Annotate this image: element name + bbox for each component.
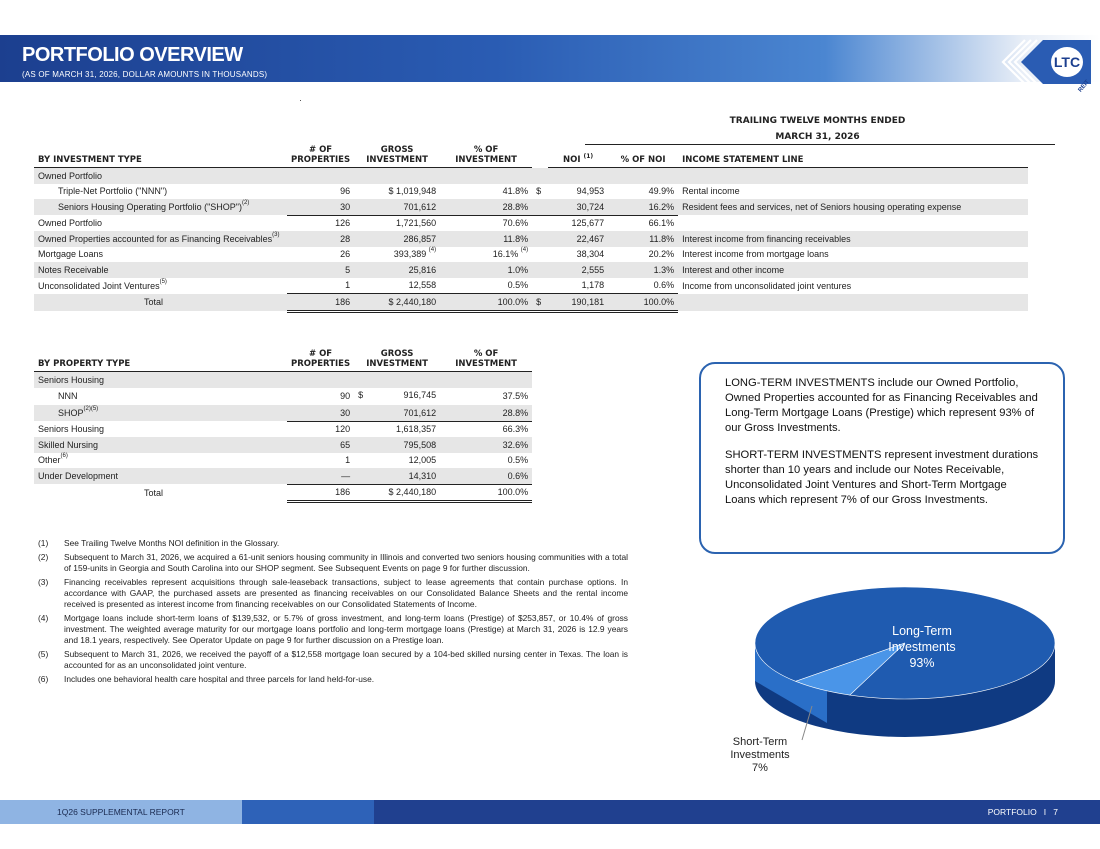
- table-row: [34, 468, 532, 484]
- long-term-label-1: Long-Term: [892, 624, 952, 638]
- row-label: Unconsolidated Joint Ventures$^{(5)}$: [38, 278, 167, 291]
- cell-gross: 795,508: [354, 437, 440, 453]
- cell-noi: 1,178: [548, 278, 608, 294]
- table-row: [34, 247, 1028, 263]
- cell-income-line: Interest and other income: [678, 262, 1028, 278]
- investment-callout-box: [699, 362, 1065, 554]
- cell-properties: 90: [340, 391, 351, 402]
- cell-properties: 30: [287, 199, 354, 215]
- ttm-header: [585, 113, 1050, 145]
- cell-properties: —: [287, 468, 354, 484]
- row-label: $SHOP^{(2)(5)}$: [34, 405, 287, 421]
- cell-pct: 32.6%: [440, 437, 532, 453]
- table-total-row: [34, 294, 1028, 312]
- cell-pct-noi: 0.6%: [608, 278, 678, 294]
- header-banner: [0, 35, 1100, 82]
- cell-gross: 25,816: [354, 262, 440, 278]
- row-label: Total: [34, 294, 287, 312]
- logo-text: LTC: [1053, 54, 1081, 70]
- investment-pie-chart: [730, 578, 1070, 778]
- cell-gross: 12,558: [354, 278, 440, 294]
- cell-gross: 393,389 $^{(4)}$: [393, 247, 437, 260]
- logo-subtext: REIT: [1077, 79, 1091, 94]
- callout-long-term: LONG-TERM INVESTMENTS include our Owned Portfolio, Owned Properties accounted for as Financing Receivables and Long-Term Mortgage Loans (Prestige) which represent 93% of our Gross Investments.: [725, 377, 1038, 434]
- ltc-reit-logo: [995, 35, 1095, 95]
- row-label: Skilled Nursing: [34, 437, 287, 453]
- cell-noi: 2,555: [548, 262, 608, 278]
- footer-bar: [0, 800, 1100, 824]
- cell-income-line: Resident fees and services, net of Seniors housing operating expense: [678, 199, 1028, 215]
- cell-income-line: Interest income from financing receivables: [678, 231, 1028, 247]
- col-header-pct: % OF INVESTMENT: [440, 145, 532, 168]
- row-label: Triple-Net Portfolio ("NNN"): [58, 186, 168, 197]
- cell-pct: 0.5%: [507, 455, 529, 466]
- property-type-table: [34, 349, 532, 503]
- cell-properties: 186: [287, 294, 354, 312]
- cell-noi: 38,304: [576, 249, 605, 260]
- table-total-row: [34, 484, 532, 502]
- col-header-pct-noi: % OF NOI: [608, 145, 678, 168]
- cell-noi: 30,724: [548, 199, 608, 215]
- cell-pct: 0.6%: [440, 468, 532, 484]
- col-header-properties: # OF PROPERTIES: [287, 145, 354, 168]
- table-row: [34, 278, 1028, 294]
- cell-gross: 14,310: [354, 468, 440, 484]
- cell-properties: 26: [340, 249, 351, 260]
- cell-pct: 16.1% $^{(4)}$: [492, 247, 529, 260]
- row-label: Notes Receivable: [34, 262, 287, 278]
- long-term-label-2: Investments: [888, 640, 956, 654]
- cell-pct: 41.8%: [502, 186, 529, 197]
- cell-gross: 12,005: [408, 455, 437, 466]
- row-label: Owned Properties accounted for as Financing Receivables$^{(3)}$: [34, 231, 287, 247]
- footnote: (6) Includes one behavioral health care hospital and three parcels for land held-for-use.: [38, 674, 375, 684]
- row-label: Other$^{(6)}$: [38, 453, 68, 466]
- cell-income-line: Income from unconsolidated joint ventures: [682, 280, 852, 291]
- cell-noi-currency: $: [532, 294, 548, 312]
- cell-noi: 22,467: [548, 231, 608, 247]
- cell-properties: 5: [287, 262, 354, 278]
- cell-properties: 28: [287, 231, 354, 247]
- table-header: [34, 145, 1028, 168]
- cell-noi: 190,181: [548, 294, 608, 312]
- table-header: [34, 349, 532, 372]
- footnote: (4) Mortgage loans include short-term loans of $139,532, or 5.7% of gross investment, and long-term loans (Prestige) of $253,857, or 10.4% of gross investment. The weighted average maturity for our mortgage loans portfolio and long-term mortgage loans (Prestige) at March 31, 2026 is 12.9 years and 18.1 years, respectively. See Operator Update on page 9 for further discussion on a Prestige loan.: [38, 613, 628, 645]
- cell-gross: $ 2,440,180: [354, 294, 440, 312]
- page-title: PORTFOLIO OVERVIEW: [22, 44, 243, 66]
- col-header-pct: % OF INVESTMENT: [440, 349, 532, 372]
- row-label: Total: [144, 487, 164, 498]
- col-header-properties: # OF PROPERTIES: [287, 349, 354, 372]
- table-row: [34, 437, 532, 453]
- cell-pct: 28.8%: [440, 405, 532, 421]
- col-header-gross: GROSS INVESTMENT: [354, 145, 440, 168]
- cell-gross: $ 916,745: [358, 389, 437, 400]
- cell-income-line: Rental income: [682, 186, 740, 197]
- cell-pct-noi: 11.8%: [608, 231, 678, 247]
- cell-gross: 1,721,560: [396, 218, 437, 229]
- cell-pct: 28.8%: [440, 199, 532, 215]
- col-header-noi: NOI $^{(1)}$: [548, 145, 608, 168]
- table-row: [34, 372, 532, 388]
- row-label: Seniors Housing: [38, 424, 105, 434]
- footnote: (1) See Trailing Twelve Months NOI definition in the Glossary.: [38, 538, 280, 548]
- cell-gross: 1,618,357: [396, 424, 437, 435]
- footnote: (5) Subsequent to March 31, 2026, we received the payoff of a $12,558 mortgage loan secured by a 104-bed skilled nursing center in Texas. The loan is accounted for as an unconsolidated joint venture.: [38, 649, 628, 670]
- footer-report-name: 1Q26 SUPPLEMENTAL REPORT: [57, 807, 185, 817]
- table-row: [34, 168, 1028, 184]
- stray-dot: [300, 100, 301, 101]
- cell-properties: 65: [287, 437, 354, 453]
- cell-properties: 1: [287, 278, 354, 294]
- footer-page-info: PORTFOLIO I 7: [987, 807, 1058, 817]
- cell-pct: 66.3%: [502, 424, 529, 435]
- cell-properties: 30: [287, 405, 354, 421]
- cell-pct-noi: 20.2%: [648, 249, 675, 260]
- cell-noi: 94,953: [576, 186, 605, 197]
- cell-gross: $ 2,440,180: [354, 484, 440, 502]
- cell-pct: 70.6%: [502, 218, 529, 229]
- cell-gross: 701,612: [354, 199, 440, 215]
- investment-type-table: [34, 145, 1028, 313]
- table-row: [34, 421, 532, 437]
- table-row: [34, 405, 532, 421]
- table-row: [34, 453, 532, 469]
- page-subtitle: (AS OF MARCH 31, 2026, DOLLAR AMOUNTS IN THOUSANDS): [22, 70, 268, 79]
- cell-pct: 11.8%: [440, 231, 532, 247]
- cell-pct-noi: 100.0%: [608, 294, 678, 312]
- cell-pct-noi: 66.1%: [648, 218, 675, 229]
- cell-pct: 1.0%: [440, 262, 532, 278]
- col-header-type: BY INVESTMENT TYPE: [34, 145, 287, 168]
- table-row: [34, 184, 1028, 200]
- cell-pct-noi: 49.9%: [648, 186, 675, 197]
- callout-short-term: SHORT-TERM INVESTMENTS represent investment durations shorter than 10 years and include our Notes Receivable, Unconsolidated Joint Ventures and Short-Term Mortgage Loans which represent 7% of our Gross Investments.: [725, 449, 1039, 506]
- row-label: Seniors Housing: [34, 372, 287, 388]
- ttm-line-2: MARCH 31, 2026: [775, 132, 860, 142]
- cell-gross: 286,857: [354, 231, 440, 247]
- row-label: NNN: [58, 391, 78, 402]
- cell-noi-currency: $: [536, 186, 542, 197]
- table-row: [34, 215, 1028, 231]
- cell-pct: 100.0%: [440, 294, 532, 312]
- cell-pct-noi: 1.3%: [608, 262, 678, 278]
- table-row: [34, 199, 1028, 215]
- footnote: (2) Subsequent to March 31, 2026, we acquired a 61-unit seniors housing community in Illinois and converted two seniors housing communities with a total of 159-units in Georgia and South Carolina into our SHOP segment. See Subsequent Events on page 9 for further discussion.: [38, 552, 628, 573]
- col-header-gross: GROSS INVESTMENT: [354, 349, 440, 372]
- cell-properties: 120: [335, 424, 351, 435]
- long-term-pct-label: 93%: [909, 656, 935, 670]
- col-header-type: BY PROPERTY TYPE: [34, 349, 287, 372]
- col-header-income-line: INCOME STATEMENT LINE: [678, 145, 1028, 168]
- footnote: (3) Financing receivables represent acquisitions through sale-leaseback transactions, subject to lease agreements that contain purchase options. In accordance with GAAP, the purchased assets are presented as financing receivables on our Consolidated Balance Sheets and the rental income received is presented as interest income from financing receivables on our Consolidated Statements of Income.: [38, 577, 628, 609]
- short-term-pct-label: 7%: [752, 762, 768, 774]
- row-label: Seniors Housing Operating Portfolio ("SHOP")$^{(2)}$: [34, 199, 287, 215]
- cell-noi: 125,677: [571, 218, 605, 229]
- cell-properties: 96: [340, 186, 351, 197]
- row-label: Owned Portfolio: [38, 218, 103, 228]
- cell-pct-noi: 16.2%: [608, 199, 678, 215]
- row-label: Owned Portfolio: [34, 168, 287, 184]
- short-term-label-2: Investments: [730, 749, 790, 761]
- table-row: [34, 388, 532, 406]
- cell-income-line: Interest income from mortgage loans: [682, 249, 829, 260]
- table-row: [34, 231, 1028, 247]
- cell-gross: 701,612: [354, 405, 440, 421]
- cell-properties: 186: [287, 484, 354, 502]
- cell-pct: 0.5%: [440, 278, 532, 294]
- footnotes: [38, 538, 628, 688]
- ttm-line-1: TRAILING TWELVE MONTHS ENDED: [729, 116, 906, 126]
- cell-pct: 37.5%: [502, 391, 529, 402]
- row-label: Under Development: [34, 468, 287, 484]
- short-term-label-1: Short-Term: [732, 736, 788, 748]
- cell-gross: $ 1,019,948: [388, 186, 437, 197]
- cell-properties: 126: [335, 218, 351, 229]
- table-row: [34, 262, 1028, 278]
- row-label: Mortgage Loans: [38, 249, 104, 260]
- cell-properties: 1: [345, 455, 351, 466]
- cell-pct: 100.0%: [440, 484, 532, 502]
